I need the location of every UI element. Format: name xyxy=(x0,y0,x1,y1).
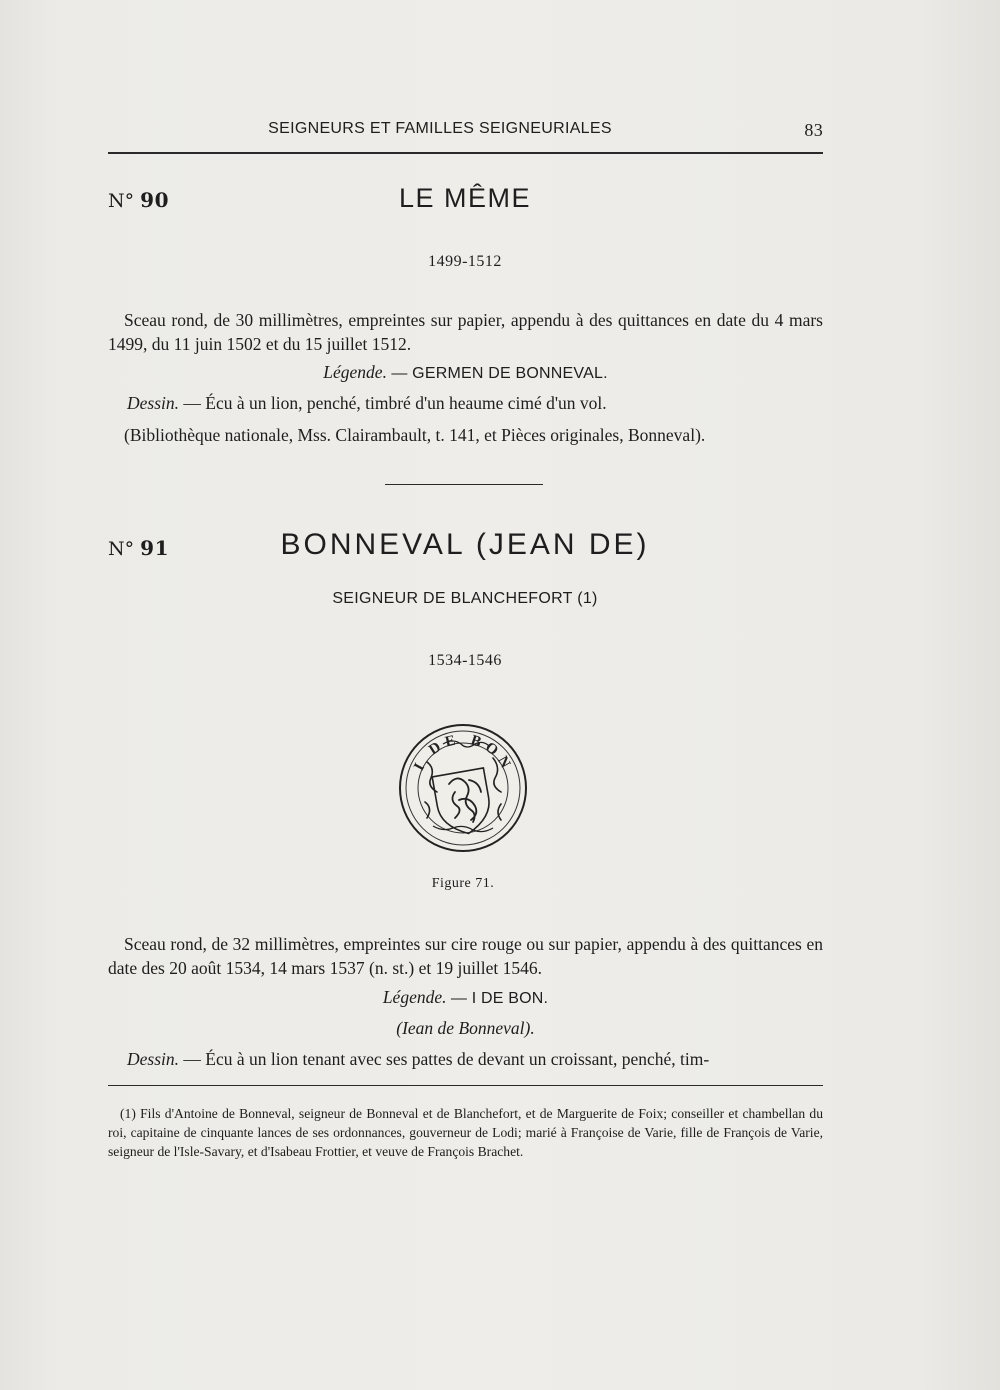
running-head-title: SEIGNEURS ET FAMILLES SEIGNEURIALES xyxy=(268,120,612,137)
seal-figure xyxy=(397,722,529,854)
entry-91-legend-text: — I DE BON. xyxy=(450,990,549,1007)
footnote: (1) Fils d'Antoine de Bonneval, seigneur de Bonneval et de Blanchefort, et de Marguerite de Foix; conseiller et chambellan du roi, capitaine de cinquante lances de ses ordonnances, gouverneur de Lodi; marié à Françoise de Varie, fille de François de Varie, seigneur de l'Isle-Savary, et d'Isabeau Frottier, et veuve de François Brachet. xyxy=(108,1106,823,1159)
entry-91-legend xyxy=(108,985,823,1011)
entry-91-legend-reading-text: (Iean de Bonneval). xyxy=(396,1018,535,1038)
entry-90-description: Sceau rond, de 30 millimètres, empreintes sur papier, appendu à des quittances en date du 4 mars 1499, du 11 juin 1502 et du 15 juillet 1512. xyxy=(108,310,823,354)
entry-91-number-prefix: N° xyxy=(108,538,135,560)
entry-91-heading: BONNEVAL (JEAN DE) xyxy=(280,528,650,561)
entry-90-drawing-label: Dessin. xyxy=(127,393,180,413)
entry-90-legend-text: — GERMEN DE BONNEVAL. xyxy=(391,365,608,382)
entry-90-number-prefix: N° xyxy=(108,190,135,212)
entry-91-drawing-label: Dessin. xyxy=(127,1049,180,1069)
entry-90-number-value: 90 xyxy=(140,188,170,212)
header-rule xyxy=(108,152,823,154)
entry-90-heading: LE MÊME xyxy=(398,183,532,213)
entry-91-dates: 1534-1546 xyxy=(428,652,502,669)
entry-90-number xyxy=(108,188,169,212)
entry-91-subtitle: SEIGNEUR DE BLANCHEFORT (1) xyxy=(332,590,598,607)
entry-91-legend-reading xyxy=(108,1016,823,1040)
entry-91-description: Sceau rond, de 32 millimètres, empreintes sur cire rouge ou sur papier, appendu à des quittances en date des 20 août 1534, 14 mars 1537 (n. st.) et 19 juillet 1546. xyxy=(108,934,823,978)
entry-90-dates: 1499-1512 xyxy=(428,253,502,270)
entry-90-legend-label: Légende. xyxy=(323,362,387,382)
entry-91-legend-label: Légende. xyxy=(382,987,447,1007)
entry-90-source: (Bibliothèque nationale, Mss. Clairambault, t. 141, et Pièces originales, Bonneval). xyxy=(124,425,706,445)
seal-inscription: I DE BON xyxy=(411,731,516,776)
entry-91-number-value: 91 xyxy=(140,536,170,560)
footnote-rule xyxy=(108,1085,823,1086)
entry-91-drawing xyxy=(127,1047,709,1071)
entry-90-drawing xyxy=(127,391,607,415)
entry-91-drawing-text: — Écu à un lion tenant avec ses pattes de devant un croissant, penché, tim- xyxy=(183,1049,710,1069)
section-divider xyxy=(385,484,543,485)
running-head xyxy=(108,120,823,144)
page-number: 83 xyxy=(804,120,823,140)
figure-caption: Figure 71. xyxy=(431,876,495,891)
entry-91-number xyxy=(108,536,169,560)
entry-90-drawing-text: — Écu à un lion, penché, timbré d'un heaume cimé d'un vol. xyxy=(183,393,607,413)
entry-90-legend xyxy=(108,360,823,386)
